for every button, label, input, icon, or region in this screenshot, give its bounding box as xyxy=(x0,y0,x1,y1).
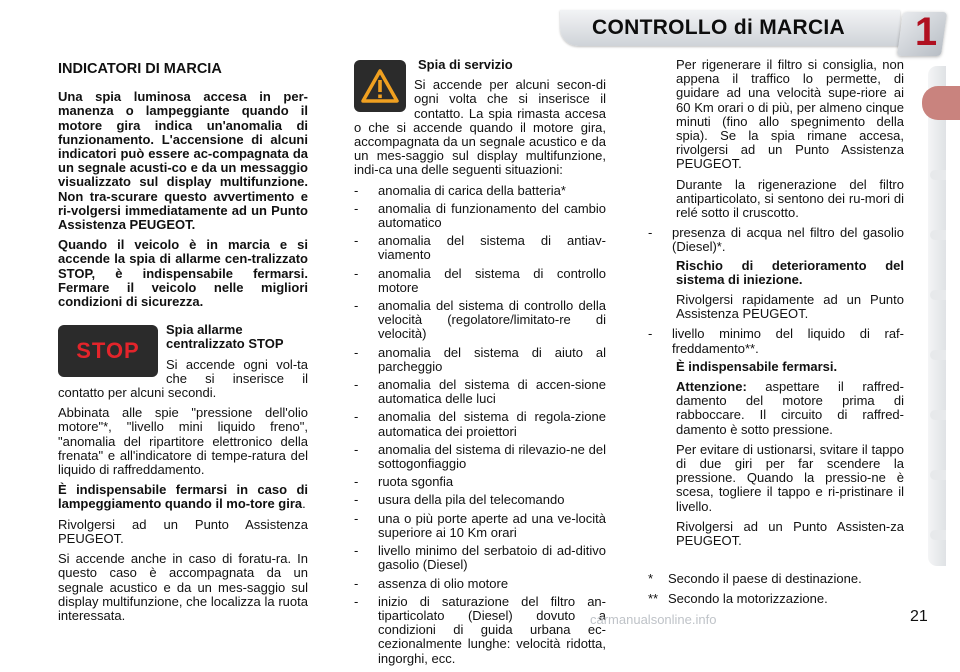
page-title: CONTROLLO di MARCIA xyxy=(592,16,846,39)
list-item-text: assenza di olio motore xyxy=(378,575,509,591)
chapter-tab[interactable] xyxy=(930,410,946,420)
stop-bold-text: È indispensabile fermarsi in caso di lampeggiamento quando il mo-tore gira xyxy=(58,482,308,512)
stop-paragraph: Si accende anche in caso di foratu-ra. In questo caso è accompagnata da un segnale acustico e da un mes-saggio sul display multifunzione, che localizza la ruota interessata. xyxy=(58,551,308,623)
list-item xyxy=(354,346,606,374)
list-item xyxy=(354,267,606,295)
list-dash: - xyxy=(648,326,653,342)
footnote-text: Secondo la motorizzazione. xyxy=(668,591,828,607)
list-item-text: anomalia del sistema di controllo motore xyxy=(378,265,606,295)
list-item xyxy=(354,184,606,198)
list-dash: - xyxy=(354,593,359,609)
footnote-text: Secondo il paese di destinazione. xyxy=(668,571,862,586)
service-warning-icon xyxy=(354,60,406,112)
footnote-mark: * xyxy=(648,571,654,586)
page-number: 21 xyxy=(910,608,928,625)
intro-paragraph: Una spia luminosa accesa in per-manenza o lampeggiante quando il motore gira indica un'anomalia di funzionamento. L'accensione di alcuni indicatori può essere ac-compagnata da un segnale acusti-co e da un messaggio visualizzato sul display multifunzione. Non tra-scurare questo avvertimento e ri-volgersi immediatamente ad un Punto Assistenza PEUGEOT. xyxy=(58,89,308,233)
list-item-text: anomalia del sistema di accen-sione automatica delle luci xyxy=(378,377,606,407)
stop-warning-icon xyxy=(58,325,158,377)
list-item xyxy=(354,202,606,230)
stop-paragraph: Rivolgersi ad un Punto Assistenza PEUGEOT. xyxy=(58,516,308,546)
list-item xyxy=(354,577,606,591)
list-dash: - xyxy=(354,298,359,314)
intro-paragraph-stop: Quando il veicolo è in marcia e si accende la spia di allarme cen-tralizzato STOP, è indispensabile fermarsi. Fermare il veicolo nelle migliori condizioni di sicurezza. xyxy=(58,237,308,310)
list-item xyxy=(354,512,606,540)
chapter-tab-rail xyxy=(928,66,946,566)
must-stop-note: È indispensabile fermarsi. xyxy=(676,358,838,374)
list-item xyxy=(354,544,606,572)
list-item-text: livello minimo del serbatoio di ad-ditivo gasolio (Diesel) xyxy=(378,543,606,573)
list-item-text: anomalia di carica della batteria* xyxy=(378,182,566,198)
list-dash: - xyxy=(354,344,359,360)
list-dash: - xyxy=(354,409,359,425)
stop-bold-paragraph xyxy=(58,483,308,511)
list-item-text: anomalia di funzionamento del cambio automatico xyxy=(378,200,606,231)
warning-triangle-icon xyxy=(361,69,399,103)
list-item xyxy=(354,234,606,262)
list-item-text: livello minimo del liquido di raf-freddamento**. xyxy=(672,326,904,356)
list-item xyxy=(648,226,904,254)
list-item-text: anomalia del sistema di rilevazio-ne del sottogonfiaggio xyxy=(378,441,606,472)
chapter-tab[interactable] xyxy=(930,290,946,300)
list-dash: - xyxy=(354,575,359,591)
stop-bold-end: . xyxy=(302,496,306,512)
chapter-tab[interactable] xyxy=(930,230,946,240)
list-dash: - xyxy=(354,265,359,281)
list-dash: - xyxy=(354,377,359,393)
service-title: Spia di servizio xyxy=(418,57,513,72)
list-item-text: inizio di saturazione del filtro an-tiparticolato (Diesel) dovuto a condizioni di guida urbana ec-cezionalmente lunghe: velocità ridotta, ingorghi, ecc. xyxy=(378,593,606,666)
stop-title: Spia allarme centralizzato STOP xyxy=(166,322,284,352)
list-dash: - xyxy=(354,543,359,559)
list-dash: - xyxy=(354,492,359,508)
chapter-tab[interactable] xyxy=(930,530,946,540)
list-dash: - xyxy=(354,474,359,490)
column-left xyxy=(58,58,308,629)
chapter-tab[interactable] xyxy=(930,350,946,360)
list-item xyxy=(354,595,606,666)
list-item xyxy=(354,378,606,406)
list-item xyxy=(354,443,606,471)
footnote xyxy=(648,592,908,606)
chapter-number: 1 xyxy=(914,10,938,54)
list-item-text: presenza di acqua nel filtro del gasolio (Diesel)*. xyxy=(672,225,904,255)
stop-description: Si accende ogni vol-ta che si inserisce il contatto per alcuni secondi. xyxy=(58,356,308,401)
list-item-text: anomalia del sistema di aiuto al parcheggio xyxy=(378,344,606,374)
list-item xyxy=(648,327,904,355)
list-item-text: anomalia del sistema di controllo della velocità (regolatore/limitato-re di velocità) xyxy=(378,298,606,342)
column-middle xyxy=(354,58,606,672)
regen-paragraph: Durante la rigenerazione del filtro antiparticolato, si sentono dei ru-mori di relé sotto il cruscotto. xyxy=(676,176,904,221)
regen-paragraph: Per rigenerare il filtro si consiglia, non appena il traffico lo permette, di guidare ad una velocità supe-riore ai 60 Km orari o di più, per almeno cinque minuti (fino allo spegnimento della spia). Se la spia rimane accesa, rivolgersi ad un Punto Assistenza PEUGEOT. xyxy=(676,57,904,172)
section-heading: INDICATORI DI MARCIA xyxy=(58,61,222,77)
list-dash: - xyxy=(354,200,359,216)
column-right xyxy=(648,58,904,554)
list-dash: - xyxy=(354,510,359,526)
list-item-text: usura della pila del telecomando xyxy=(378,492,565,508)
list-dash: - xyxy=(354,233,359,249)
cap-paragraph: Per evitare di ustionarsi, svitare il tappo di due giri per far scendere la pressione. Quando la pressio-ne è scesa, togliere il tappo e ri-pristinare il livello. xyxy=(676,441,904,514)
footnotes xyxy=(648,572,908,612)
list-item xyxy=(354,493,606,507)
warning-list xyxy=(648,327,904,355)
list-item xyxy=(354,299,606,342)
service-description: Si accende per alcuni secon-di ogni volta che si inserisce il contatto. La spia rimasta accesa o che si accende quando il motore gira, accompagnata da un segnale acustico e da un mes-saggio sul display multifunzione, indi-ca una delle seguenti situazioni: xyxy=(354,77,606,178)
page-header xyxy=(0,0,960,52)
attention-label: Attenzione: xyxy=(676,379,747,395)
footnote-mark: ** xyxy=(648,591,659,607)
service-list xyxy=(354,184,606,666)
chapter-tab[interactable] xyxy=(930,470,946,480)
injection-risk: Rischio di deterioramento del sistema di iniezione. xyxy=(676,257,904,287)
attention-paragraph xyxy=(648,380,904,437)
list-item-text: una o più porte aperte ad una ve-locità superiore ai 10 Km orari xyxy=(378,510,606,540)
list-dash: - xyxy=(354,441,359,457)
chapter-tab-active[interactable] xyxy=(922,86,960,120)
list-item-detail: Rivolgersi rapidamente ad un Punto Assistenza PEUGEOT. xyxy=(676,292,904,322)
attention-text: aspettare il raffred-damento del motore prima di rabboccare. Il circuito di raffred-damento è sotto pressione. xyxy=(676,379,904,437)
list-item xyxy=(354,475,606,489)
list-dash: - xyxy=(354,182,359,198)
footnote xyxy=(648,572,908,586)
stop-paragraph: Abbinata alle spie "pressione dell'olio motore"*, "livello mini liquido freno", "anomalia del ripartitore elettronico della frenata" e all'indicatore di tempe-ratura del liquido di raffreddamento. xyxy=(58,405,308,478)
list-item xyxy=(354,410,606,438)
assistance-paragraph: Rivolgersi ad un Punto Assisten-za PEUGEOT. xyxy=(676,518,904,549)
watermark: carmanualsonline.info xyxy=(590,612,717,627)
warning-list xyxy=(648,226,904,254)
list-dash: - xyxy=(648,225,653,241)
stop-icon-label: STOP xyxy=(76,338,140,364)
list-item-text: anomalia del sistema di antiav-viamento xyxy=(378,233,606,263)
list-item-text: anomalia del sistema di regola-zione automatica dei proiettori xyxy=(378,409,606,439)
chapter-tab[interactable] xyxy=(930,170,946,180)
list-item-text: ruota sgonfia xyxy=(378,474,454,490)
